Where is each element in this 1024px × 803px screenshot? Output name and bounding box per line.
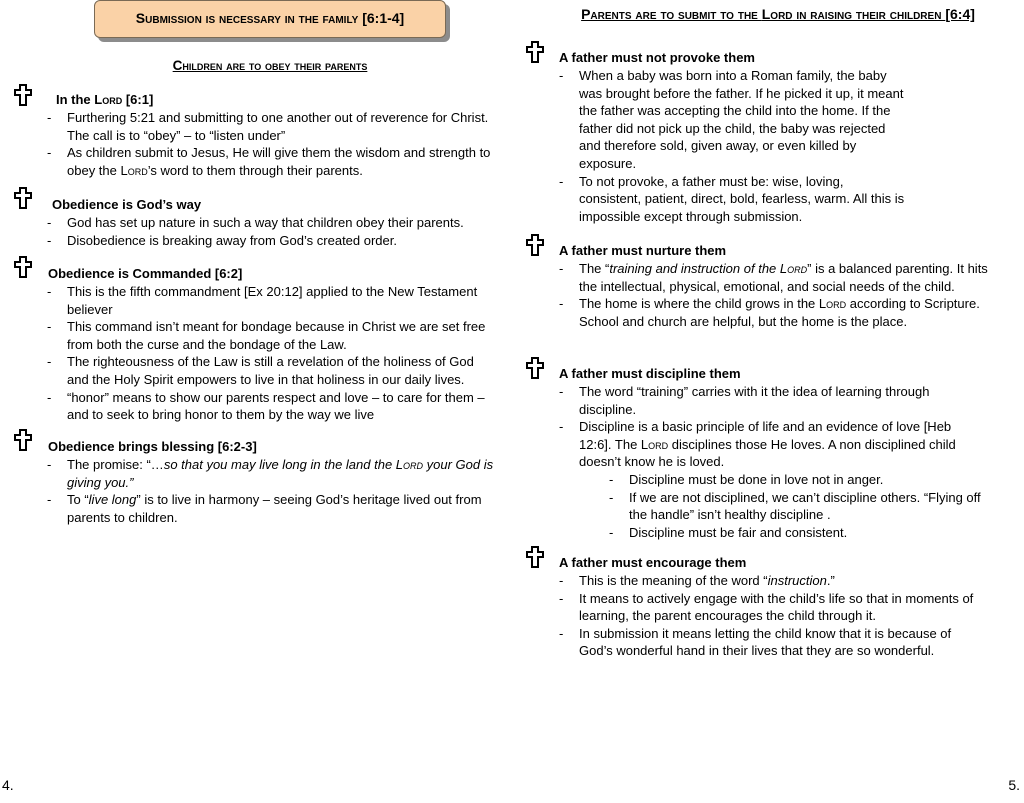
cross-icon	[526, 234, 544, 256]
list-item: - Furthering 5:21 and submitting to one another out of reverence for Christ. The call is to “obey” – to “listen under”	[47, 109, 497, 144]
bullet-list	[559, 383, 979, 471]
cross-icon	[14, 256, 32, 278]
bullet-list	[47, 109, 497, 179]
cross-icon	[14, 84, 32, 106]
section-heading: Obedience brings blessing [6:2-3]	[48, 439, 257, 454]
list-item: - If we are not disciplined, we can’t discipline others. “Flying off the handle” isn’t healthy discipline .	[609, 489, 994, 524]
list-item: - Disobedience is breaking away from God’s created order.	[47, 232, 497, 250]
list-item: - The promise: “…so that you may live long in the land the Lord your God is giving you.”	[47, 456, 497, 491]
sub-bullet-list	[609, 471, 994, 541]
section-heading: A father must encourage them	[559, 555, 747, 570]
section-banner	[94, 0, 446, 38]
list-item: - Discipline is a basic principle of life and an evidence of love [Heb 12:6]. The Lord disciplines those He loves. A non disciplined child doesn’t know he is loved.	[559, 418, 979, 471]
page-title: Parents are to submit to the Lord in raising their children [6:4]	[581, 6, 975, 22]
bullet-list	[559, 572, 979, 660]
section-heading: A father must not provoke them	[559, 50, 755, 65]
bullet-list	[47, 214, 497, 249]
section-heading: Obedience is Commanded [6:2]	[48, 266, 243, 281]
right-page	[512, 0, 1024, 803]
page-number: 5.	[1008, 777, 1020, 794]
bullet-list	[47, 283, 497, 424]
list-item: - In submission it means letting the child know that it is because of God’s wonderful hand in their lives that they are so wonderful.	[559, 625, 979, 660]
list-item: - To not provoke, a father must be: wise, loving, consistent, patient, direct, bold, fearless, warm. All this is impossible except through submission.	[559, 173, 909, 226]
list-item: - The “training and instruction of the Lord” is a balanced parenting. It hits the intellectual, physical, emotional, and social needs of the child.	[559, 260, 999, 295]
section-heading: Obedience is God’s way	[52, 197, 202, 212]
banner-title: Submission is necessary in the family	[135, 10, 359, 27]
list-item: - To “live long” is to live in harmony – seeing God’s heritage lived out from parents to children.	[47, 491, 497, 526]
section-heading-in-the-lord: In the Lord [6:1]	[56, 92, 154, 107]
list-item: - “honor” means to show our parents respect and love – to care for them – and to seek to bring honor to them by the way we live	[47, 389, 497, 424]
list-item: - When a baby was born into a Roman family, the baby was brought before the father. If he picked it up, it meant the father was accepting the child into the home. If the father did not pick up the child, the baby was rejected and therefore sold, given away, or even killed by exposure.	[559, 67, 909, 173]
bullet-list	[559, 67, 909, 225]
list-item: - God has set up nature in such a way that children obey their parents.	[47, 214, 497, 232]
section-heading: A father must discipline them	[559, 366, 741, 381]
list-item: - This is the meaning of the word “instruction.”	[559, 572, 979, 590]
list-item: - It means to actively engage with the child’s life so that in moments of learning, the parent encourages the child through it.	[559, 590, 979, 625]
cross-icon	[526, 546, 544, 568]
list-item: - This is the fifth commandment [Ex 20:12] applied to the New Testament believer	[47, 283, 497, 318]
lord-text: Lord	[94, 92, 123, 107]
list-item: - The home is where the child grows in the Lord according to Scripture. School and church are helpful, but the home is the place.	[559, 295, 999, 330]
list-item: - This command isn’t meant for bondage because in Christ we are set free from both the curse and the bondage of the Law.	[47, 318, 497, 353]
cross-icon	[526, 41, 544, 63]
list-item: - The word “training” carries with it the idea of learning through discipline.	[559, 383, 979, 418]
subheading: Children are to obey their parents	[172, 58, 368, 73]
bullet-list	[47, 456, 497, 526]
cross-icon	[14, 429, 32, 451]
section-heading: A father must nurture them	[559, 243, 727, 258]
cross-icon	[526, 357, 544, 379]
list-item: - The righteousness of the Law is still a revelation of the holiness of God and the Holy Spirit empowers to live in that holiness in our daily lives.	[47, 353, 497, 388]
list-item: - Discipline must be done in love not in anger.	[609, 471, 994, 489]
list-item: - Discipline must be fair and consistent.	[609, 524, 994, 542]
bullet-list	[559, 260, 999, 330]
page-number: 4.	[2, 777, 14, 794]
banner-ref: [6:1-4]	[362, 10, 405, 27]
cross-icon	[14, 187, 32, 209]
list-item: - As children submit to Jesus, He will give them the wisdom and strength to obey the Lord’s word to them through their parents.	[47, 144, 497, 179]
